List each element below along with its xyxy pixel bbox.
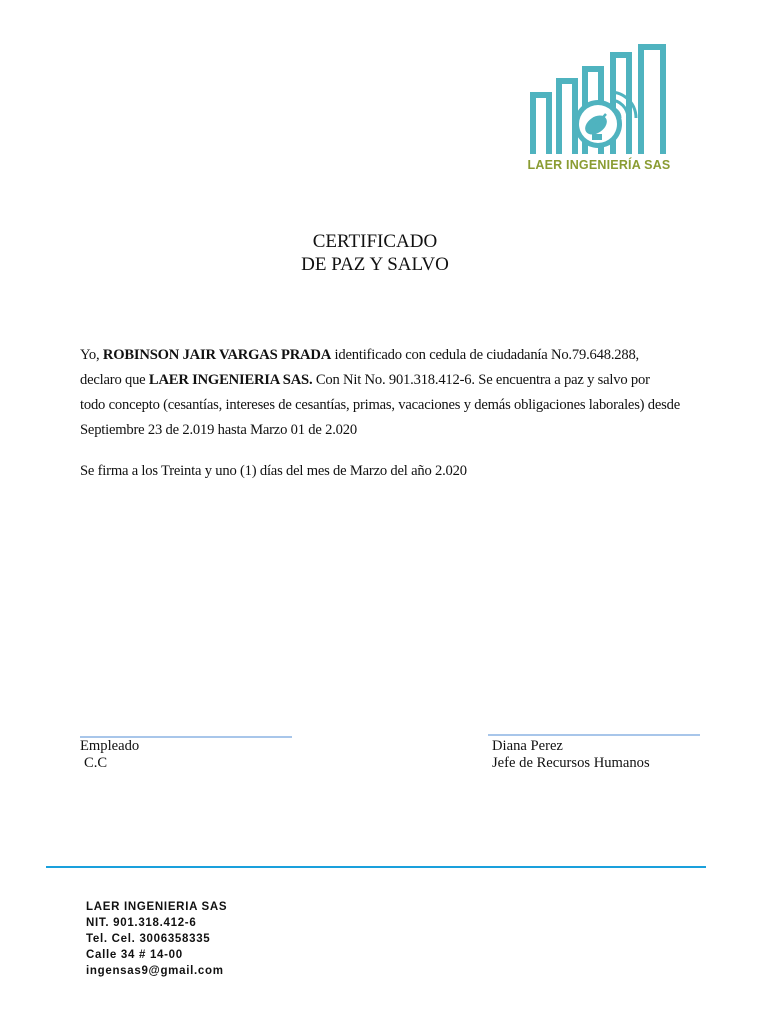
certificate-paragraph — [80, 343, 680, 443]
text-segment: Yo, — [80, 347, 103, 363]
document-title — [0, 230, 750, 276]
manager-name: Diana Perez — [492, 738, 563, 754]
title-line-2: DE PAZ Y SALVO — [301, 254, 449, 275]
paragraph-line — [80, 368, 680, 393]
manager-signature-line — [488, 734, 700, 736]
footer-email: ingensas9@gmail.com — [86, 965, 224, 977]
buildings-satellite-icon — [526, 44, 672, 158]
signing-date-paragraph — [80, 459, 680, 484]
footer-contact — [86, 899, 227, 979]
footer-company: LAER INGENIERIA SAS — [86, 901, 228, 913]
paragraph-line: Se firma a los Treinta y uno (1) días del mes de Marzo del año 2.020 — [80, 463, 467, 479]
text-segment: Con Nit No. 901.318.412-6. Se encuentra a paz y salvo por — [312, 372, 650, 388]
title-line-1: CERTIFICADO — [312, 231, 438, 252]
employee-name: ROBINSON JAIR VARGAS PRADA — [102, 347, 332, 363]
footer-nit: NIT. 901.318.412-6 — [86, 917, 197, 929]
footer-address: Calle 34 # 14-00 — [86, 949, 183, 961]
paragraph-line: Septiembre 23 de 2.019 hasta Marzo 01 de 2.020 — [80, 422, 357, 438]
company-logo — [526, 44, 672, 176]
footer-phone: Tel. Cel. 3006358335 — [86, 933, 211, 945]
paragraph-line — [80, 343, 680, 368]
text-segment: identificado con cedula de ciudadanía No.79.648.288, — [331, 347, 640, 363]
employee-label: Empleado — [80, 738, 140, 754]
footer-divider — [46, 866, 706, 868]
company-name: LAER INGENIERIA SAS. — [148, 372, 313, 388]
paragraph-line: todo concepto (cesantías, intereses de cesantías, primas, vacaciones y demás obligaciones laborales) desde — [80, 397, 681, 413]
employee-id-label: C.C — [84, 755, 108, 771]
logo-wordmark: LAER INGENIERÍA SAS — [527, 158, 671, 172]
manager-title: Jefe de Recursos Humanos — [492, 755, 650, 771]
text-segment: declaro que — [80, 372, 149, 388]
